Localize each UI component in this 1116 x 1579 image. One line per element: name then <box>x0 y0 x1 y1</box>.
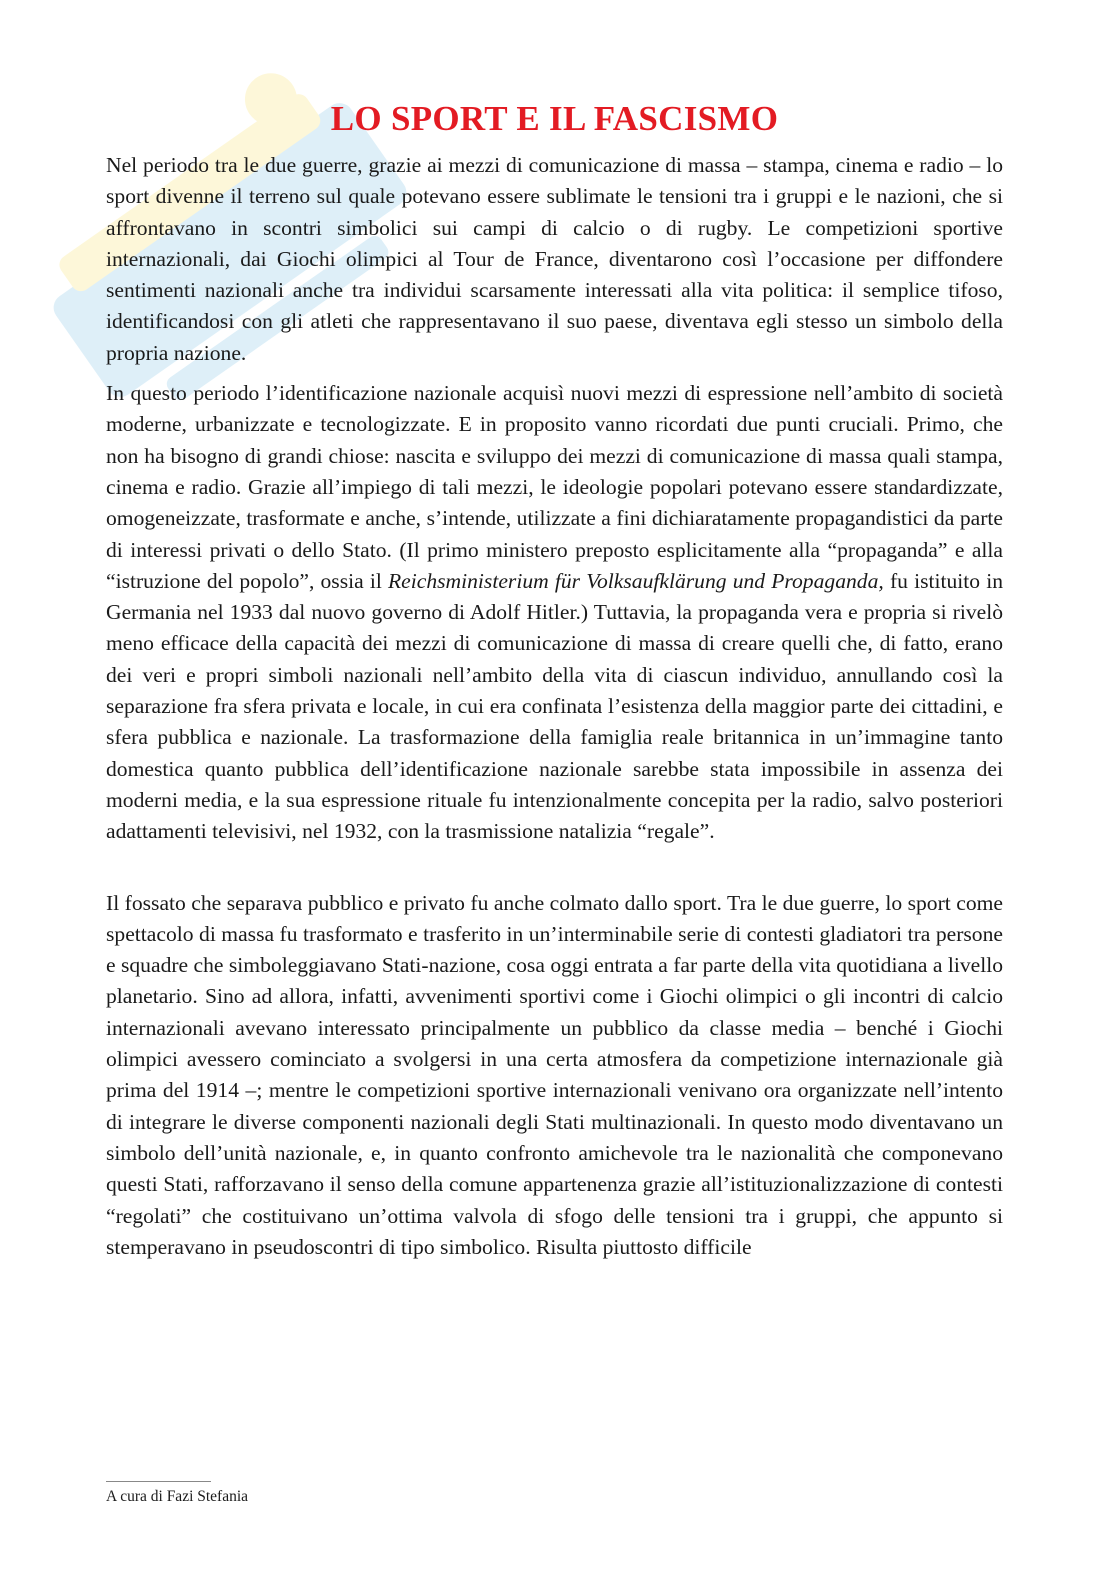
paragraph-2-text-before: In questo periodo l’identificazione nazionale acquisì nuovi mezzi di espressione nell’ambito di società moderne, urbanizzate e tecnologizzate. E in proposito vanno ricordati due punti cruciali. Primo, che non ha bisogno di grandi chiose: nascita e sviluppo dei mezzi di comunicazione di massa quali stampa, cinema e radio. Grazie all’impiego di tali mezzi, le ideologie popolari potevano essere standardizzate, omogeneizzate, trasformate e anche, s’intende, utilizzate a fini dichiaratamente propagandistici da parte di interessi privati o dello Stato. (Il primo ministero preposto esplicitamente alla “propaganda” e alla “istruzione del popolo”, ossia il <box>106 381 1003 593</box>
page-title: LO SPORT E IL FASCISMO <box>330 99 779 138</box>
footer-author: A cura di Fazi Stefania <box>106 1488 249 1505</box>
paragraph-2-text-after: fu istituito in Germania nel 1933 dal nuovo governo di Adolf Hitler.) Tuttavia, la propaganda vera e propria si rivelò meno efficace della capacità dei mezzi di comunicazione di massa di creare quelli che, di fatto, erano dei veri e propri simboli nazionali nell’ambito della vita di ciascun individuo, annullando così la separazione fra sfera privata e locale, in cui era confinata l’esistenza della maggior parte dei cittadini, e sfera pubblica e nazionale. La trasformazione della famiglia reale britannica in un’immagine tanto domestica quanto pubblica dell’identificazione nazionale sarebbe stata impossibile in assenza dei moderni media, e la sua espressione rituale fu intenzionalmente concepita per la radio, salvo posteriori adattamenti televisivi, nel 1932, con la trasmissione natalizia “regale”. <box>106 568 1004 844</box>
paragraph-2-italic-title: Reichsministerium für Volksaufklärung und Propaganda, <box>387 568 884 593</box>
paragraph-3: Il fossato che separava pubblico e privato fu anche colmato dallo sport. Tra le due guerre, lo sport come spettacolo di massa fu trasformato e trasferito in un’interminabile serie di contesti gladiatori tra persone e squadre che simboleggiavano Stati-nazione, cosa oggi entrata a far parte della vita quotidiana a livello planetario. Sino ad allora, infatti, avvenimenti sportivi come i Giochi olimpici o gli incontri di calcio internazionali avevano interessato principalmente un pubblico da classe media – benché i Giochi olimpici avessero cominciato a svolgersi in una certa atmosfera da competizione internazionale già prima del 1914 –; mentre le competizioni sportive internazionali venivano ora organizzate nell’intento di integrare le diverse componenti nazionali degli Stati multinazionali. In questo modo diventavano un simbolo dell’unità nazionale, e, in quanto confronto amichevole tra le nazionalità che componevano questi Stati, rafforzavano il senso della comune appartenenza grazie all’istituzionalizzazione di contesti “regolati” che costituivano un’ottima valvola di sfogo delle tensioni tra i gruppi, che appunto si stemperavano in pseudoscontri di tipo simbolico. Risulta piuttosto difficile <box>106 890 1003 1259</box>
document-page <box>106 96 1003 1263</box>
footer-divider <box>106 1481 211 1482</box>
paragraph-1: Nel periodo tra le due guerre, grazie ai mezzi di comunicazione di massa – stampa, cinema e radio – lo sport divenne il terreno sul quale potevano essere sublimate le tensioni tra i gruppi e le nazioni, che si affrontavano in scontri simbolici sui campi di calcio o di rugby. Le competizioni sportive internazionali, dai Giochi olimpici al Tour de France, diventarono così l’occasione per diffondere sentimenti nazionali anche tra individui scarsamente interessati alla vita politica: il semplice tifoso, identificandosi con gli atleti che rappresentavano il suo paese, diventava egli stesso un simbolo della propria nazione. <box>106 153 1003 365</box>
paragraph-2 <box>106 378 1003 847</box>
